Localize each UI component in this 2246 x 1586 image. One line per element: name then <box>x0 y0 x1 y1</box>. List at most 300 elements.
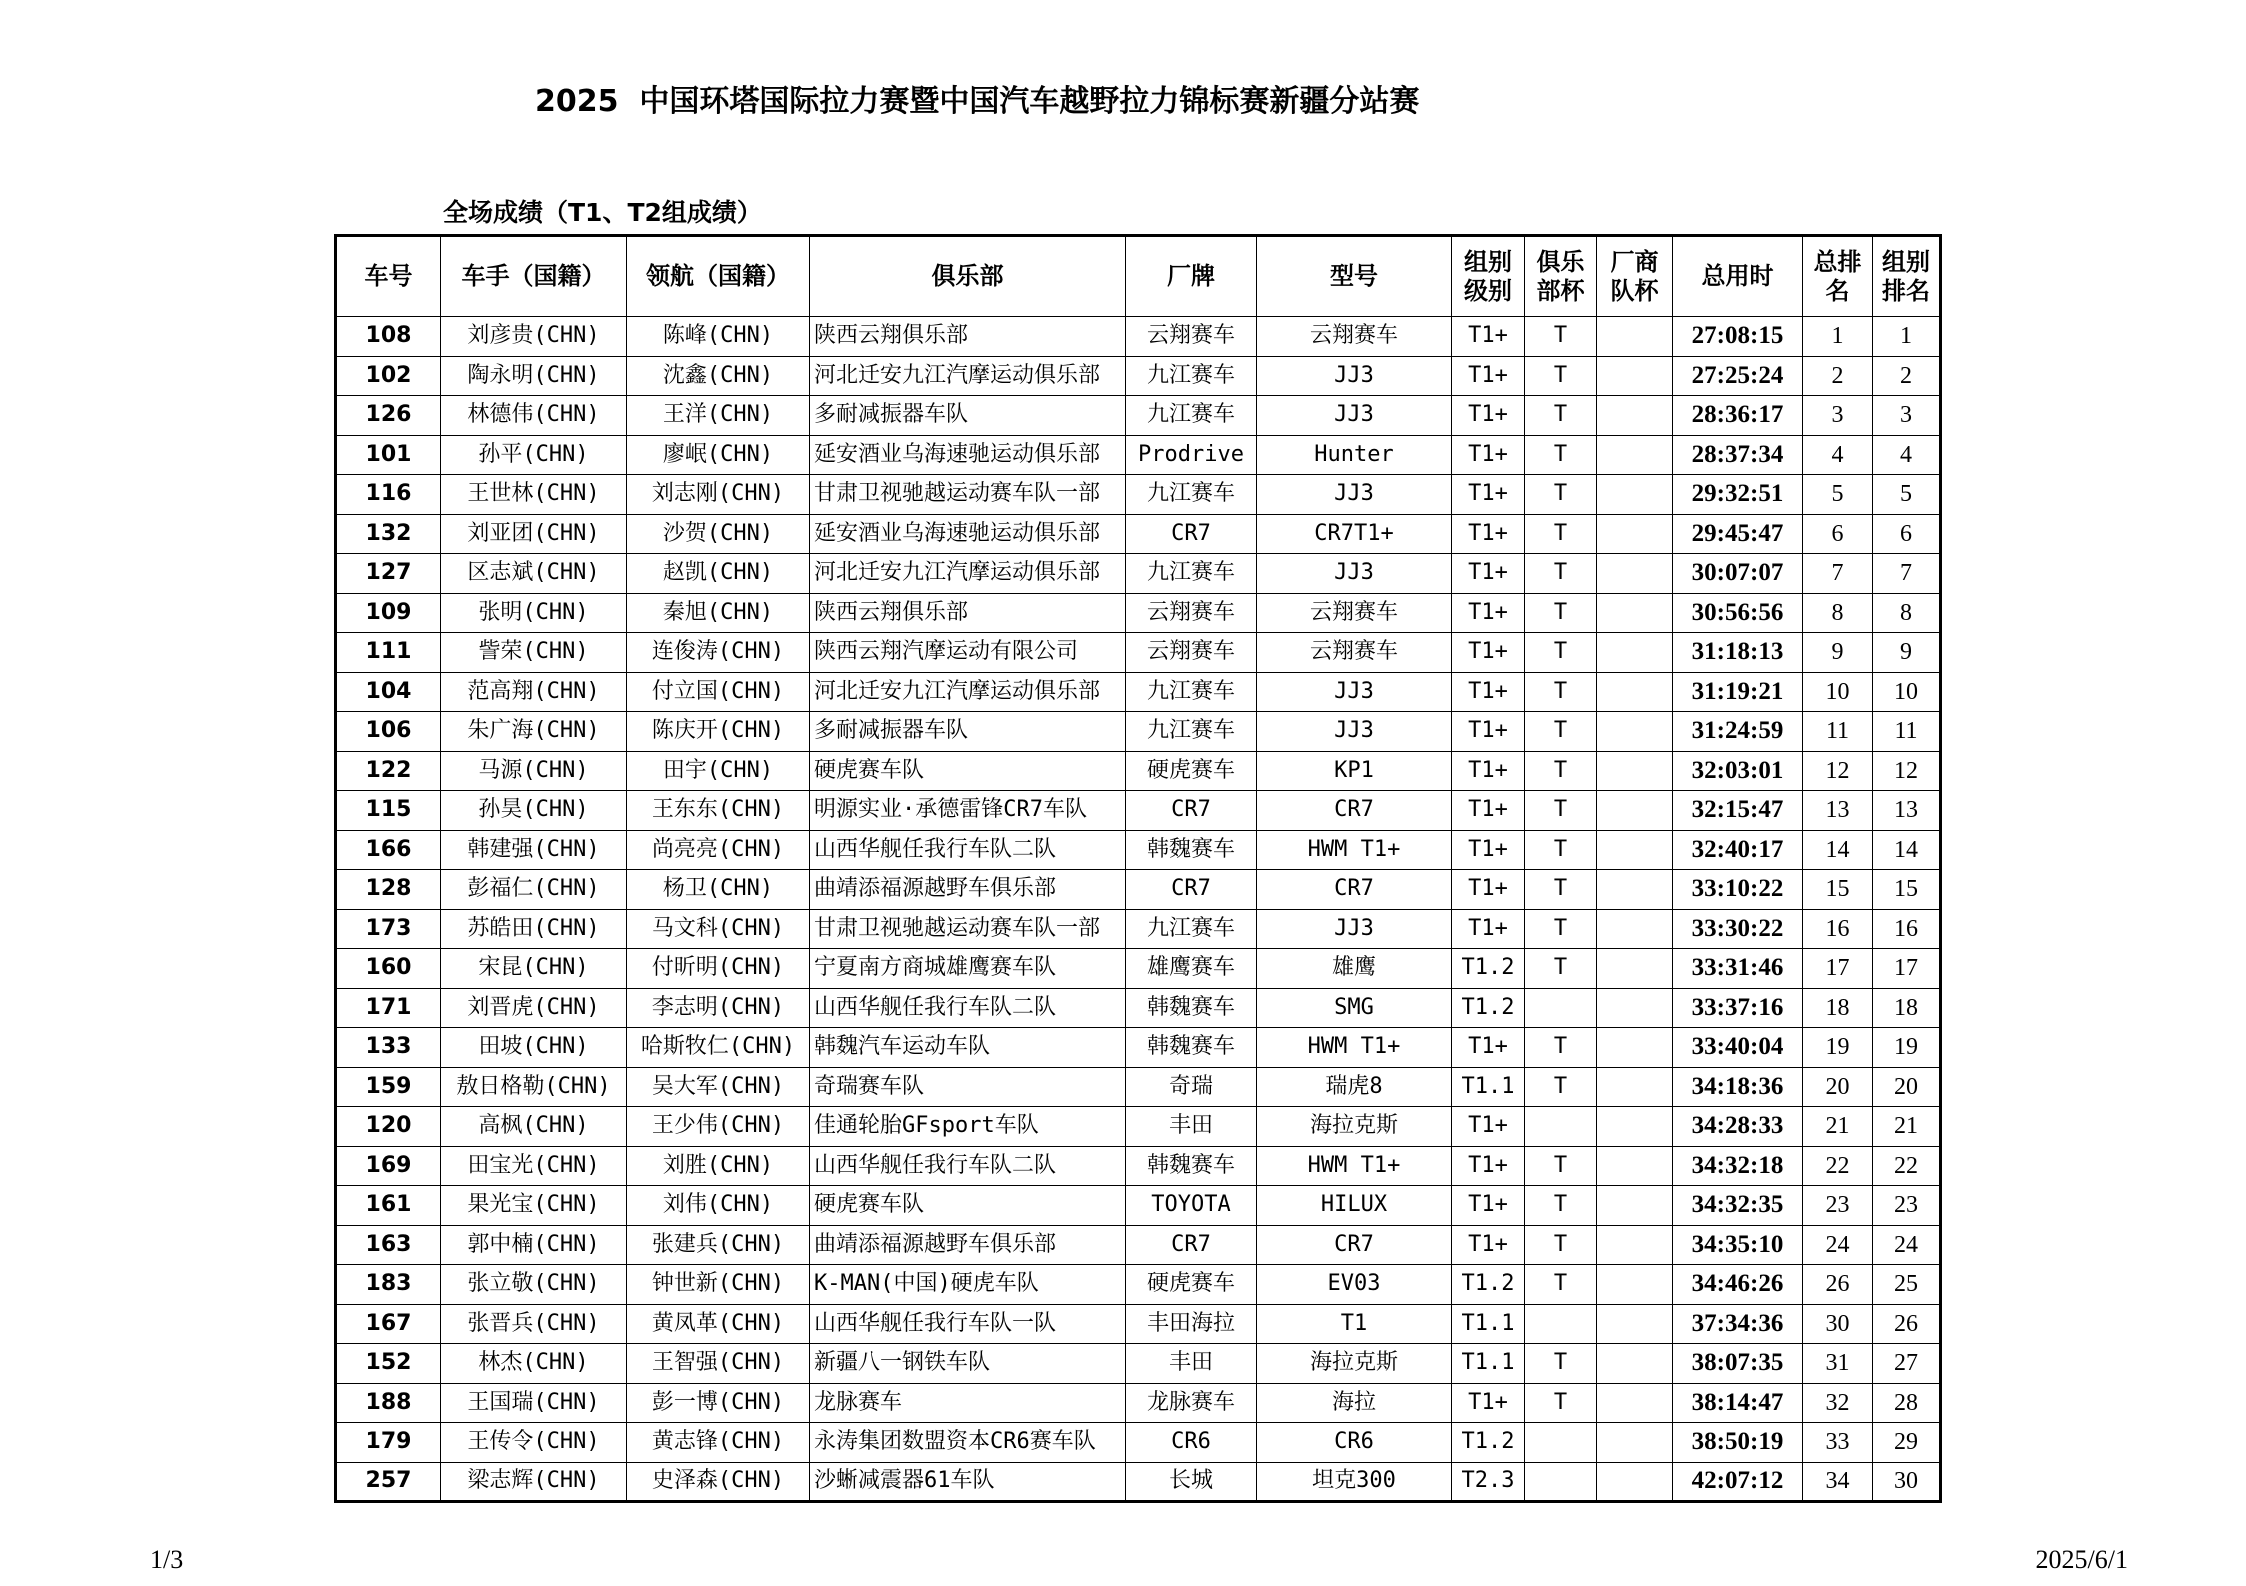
cell-model: JJ3 <box>1257 475 1452 515</box>
cell-model: CR7 <box>1257 870 1452 910</box>
cell-club-cup: T <box>1525 514 1597 554</box>
header-club: 俱乐部 <box>810 236 1126 317</box>
cell-class: T1+ <box>1452 870 1525 910</box>
document-title: 2025 中国环塔国际拉力赛暨中国汽车越野拉力锦标赛新疆分站赛 <box>535 84 1420 119</box>
cell-model: CR7 <box>1257 1225 1452 1265</box>
cell-total-time: 42:07:12 <box>1673 1462 1803 1502</box>
cell-club-cup: T <box>1525 1383 1597 1423</box>
cell-total-time: 28:36:17 <box>1673 396 1803 436</box>
cell-brand: 丰田 <box>1126 1344 1257 1384</box>
cell-club-cup: T <box>1525 1067 1597 1107</box>
cell-model: HWM T1+ <box>1257 1146 1452 1186</box>
cell-brand: 九江赛车 <box>1126 672 1257 712</box>
cell-manufacturer-cup <box>1597 1186 1673 1226</box>
cell-total-time: 33:10:22 <box>1673 870 1803 910</box>
cell-club-cup: T <box>1525 870 1597 910</box>
cell-class-rank: 14 <box>1873 830 1941 870</box>
cell-driver: 梁志辉(CHN) <box>441 1462 627 1502</box>
cell-overall-rank: 9 <box>1803 633 1873 673</box>
cell-driver: 朱广海(CHN) <box>441 712 627 752</box>
cell-club: 曲靖添福源越野车俱乐部 <box>810 870 1126 910</box>
cell-codriver: 沙贺(CHN) <box>627 514 810 554</box>
table-row <box>336 1146 1941 1186</box>
cell-overall-rank: 20 <box>1803 1067 1873 1107</box>
cell-total-time: 32:15:47 <box>1673 791 1803 831</box>
cell-codriver: 刘伟(CHN) <box>627 1186 810 1226</box>
cell-total-time: 34:28:33 <box>1673 1107 1803 1147</box>
cell-brand: 韩魏赛车 <box>1126 1028 1257 1068</box>
header-row <box>336 236 1941 317</box>
cell-club-cup: T <box>1525 1186 1597 1226</box>
cell-overall-rank: 7 <box>1803 554 1873 594</box>
cell-driver: 訾荣(CHN) <box>441 633 627 673</box>
cell-class: T1.1 <box>1452 1344 1525 1384</box>
cell-total-time: 33:37:16 <box>1673 988 1803 1028</box>
cell-driver: 孙平(CHN) <box>441 435 627 475</box>
cell-model: CR6 <box>1257 1423 1452 1463</box>
cell-codriver: 廖岷(CHN) <box>627 435 810 475</box>
cell-club-cup: T <box>1525 830 1597 870</box>
cell-car-no: 116 <box>336 475 441 515</box>
cell-class-rank: 16 <box>1873 909 1941 949</box>
cell-class-rank: 22 <box>1873 1146 1941 1186</box>
cell-class: T1+ <box>1452 712 1525 752</box>
cell-car-no: 122 <box>336 751 441 791</box>
cell-club: 延安酒业乌海速驰运动俱乐部 <box>810 514 1126 554</box>
cell-car-no: 111 <box>336 633 441 673</box>
cell-overall-rank: 3 <box>1803 396 1873 436</box>
document-subtitle: 全场成绩（T1、T2组成绩） <box>443 198 762 227</box>
cell-car-no: 160 <box>336 949 441 989</box>
cell-total-time: 31:18:13 <box>1673 633 1803 673</box>
cell-car-no: 152 <box>336 1344 441 1384</box>
cell-club: K-MAN(中国)硬虎车队 <box>810 1265 1126 1305</box>
header-class-rank: 组别 排名 <box>1873 236 1941 317</box>
cell-car-no: 120 <box>336 1107 441 1147</box>
cell-model: HWM T1+ <box>1257 1028 1452 1068</box>
cell-brand: 韩魏赛车 <box>1126 830 1257 870</box>
cell-club-cup: T <box>1525 633 1597 673</box>
cell-codriver: 钟世新(CHN) <box>627 1265 810 1305</box>
cell-driver: 彭福仁(CHN) <box>441 870 627 910</box>
cell-club-cup: T <box>1525 317 1597 357</box>
cell-codriver: 刘志刚(CHN) <box>627 475 810 515</box>
cell-driver: 果光宝(CHN) <box>441 1186 627 1226</box>
cell-club: 佳通轮胎GFsport车队 <box>810 1107 1126 1147</box>
table-row <box>336 593 1941 633</box>
cell-club: 陕西云翔汽摩运动有限公司 <box>810 633 1126 673</box>
cell-driver: 张晋兵(CHN) <box>441 1304 627 1344</box>
cell-total-time: 33:30:22 <box>1673 909 1803 949</box>
cell-class: T1+ <box>1452 396 1525 436</box>
cell-overall-rank: 10 <box>1803 672 1873 712</box>
cell-brand: TOYOTA <box>1126 1186 1257 1226</box>
cell-codriver: 陈峰(CHN) <box>627 317 810 357</box>
cell-class: T1+ <box>1452 1107 1525 1147</box>
cell-driver: 田宝光(CHN) <box>441 1146 627 1186</box>
cell-car-no: 115 <box>336 791 441 831</box>
cell-club-cup: T <box>1525 1146 1597 1186</box>
cell-club: 韩魏汽车运动车队 <box>810 1028 1126 1068</box>
cell-car-no: 161 <box>336 1186 441 1226</box>
cell-codriver: 陈庆开(CHN) <box>627 712 810 752</box>
cell-overall-rank: 18 <box>1803 988 1873 1028</box>
cell-manufacturer-cup <box>1597 1067 1673 1107</box>
cell-codriver: 李志明(CHN) <box>627 988 810 1028</box>
cell-manufacturer-cup <box>1597 1028 1673 1068</box>
cell-brand: 云翔赛车 <box>1126 593 1257 633</box>
cell-club-cup: T <box>1525 791 1597 831</box>
cell-overall-rank: 6 <box>1803 514 1873 554</box>
table-row <box>336 475 1941 515</box>
cell-model: KP1 <box>1257 751 1452 791</box>
cell-codriver: 刘胜(CHN) <box>627 1146 810 1186</box>
cell-class-rank: 2 <box>1873 356 1941 396</box>
cell-codriver: 王智强(CHN) <box>627 1344 810 1384</box>
cell-class-rank: 18 <box>1873 988 1941 1028</box>
cell-club: 明源实业·承德雷锋CR7车队 <box>810 791 1126 831</box>
cell-model: JJ3 <box>1257 554 1452 594</box>
cell-overall-rank: 15 <box>1803 870 1873 910</box>
cell-club-cup: T <box>1525 1225 1597 1265</box>
cell-codriver: 黄志锋(CHN) <box>627 1423 810 1463</box>
cell-class: T1+ <box>1452 830 1525 870</box>
cell-manufacturer-cup <box>1597 1265 1673 1305</box>
cell-class: T1+ <box>1452 435 1525 475</box>
cell-manufacturer-cup <box>1597 633 1673 673</box>
cell-club-cup: T <box>1525 396 1597 436</box>
cell-manufacturer-cup <box>1597 751 1673 791</box>
cell-class-rank: 27 <box>1873 1344 1941 1384</box>
cell-driver: 宋昆(CHN) <box>441 949 627 989</box>
cell-manufacturer-cup <box>1597 949 1673 989</box>
cell-driver: 刘晋虎(CHN) <box>441 988 627 1028</box>
cell-driver: 马源(CHN) <box>441 751 627 791</box>
cell-model: 云翔赛车 <box>1257 633 1452 673</box>
cell-class-rank: 28 <box>1873 1383 1941 1423</box>
cell-model: JJ3 <box>1257 712 1452 752</box>
cell-driver: 王传令(CHN) <box>441 1423 627 1463</box>
cell-club: 曲靖添福源越野车俱乐部 <box>810 1225 1126 1265</box>
cell-model: CR7 <box>1257 791 1452 831</box>
cell-overall-rank: 5 <box>1803 475 1873 515</box>
cell-club: 山西华舰任我行车队二队 <box>810 830 1126 870</box>
table-row <box>336 1067 1941 1107</box>
page-number: 1/3 <box>150 1545 184 1574</box>
table-row <box>336 1423 1941 1463</box>
cell-class: T1+ <box>1452 475 1525 515</box>
cell-club-cup: T <box>1525 949 1597 989</box>
cell-manufacturer-cup <box>1597 672 1673 712</box>
cell-overall-rank: 2 <box>1803 356 1873 396</box>
cell-total-time: 31:19:21 <box>1673 672 1803 712</box>
cell-brand: 硬虎赛车 <box>1126 751 1257 791</box>
cell-class-rank: 19 <box>1873 1028 1941 1068</box>
cell-class-rank: 7 <box>1873 554 1941 594</box>
cell-overall-rank: 16 <box>1803 909 1873 949</box>
cell-codriver: 王东东(CHN) <box>627 791 810 831</box>
table-row <box>336 949 1941 989</box>
cell-club-cup: T <box>1525 475 1597 515</box>
cell-codriver: 王洋(CHN) <box>627 396 810 436</box>
cell-club-cup <box>1525 988 1597 1028</box>
cell-manufacturer-cup <box>1597 396 1673 436</box>
cell-class-rank: 3 <box>1873 396 1941 436</box>
cell-brand: 九江赛车 <box>1126 909 1257 949</box>
cell-driver: 王国瑞(CHN) <box>441 1383 627 1423</box>
cell-class: T1.1 <box>1452 1304 1525 1344</box>
cell-brand: CR7 <box>1126 1225 1257 1265</box>
table-header <box>336 236 1941 317</box>
cell-codriver: 彭一博(CHN) <box>627 1383 810 1423</box>
cell-total-time: 34:32:35 <box>1673 1186 1803 1226</box>
cell-model: 坦克300 <box>1257 1462 1452 1502</box>
cell-club-cup: T <box>1525 712 1597 752</box>
cell-car-no: 102 <box>336 356 441 396</box>
cell-club: 陕西云翔俱乐部 <box>810 593 1126 633</box>
cell-driver: 王世林(CHN) <box>441 475 627 515</box>
cell-car-no: 106 <box>336 712 441 752</box>
print-date: 2025/6/1 <box>2035 1545 2128 1574</box>
cell-club: 龙脉赛车 <box>810 1383 1126 1423</box>
cell-brand: 九江赛车 <box>1126 356 1257 396</box>
table-row <box>336 1383 1941 1423</box>
cell-total-time: 33:31:46 <box>1673 949 1803 989</box>
cell-car-no: 171 <box>336 988 441 1028</box>
cell-overall-rank: 13 <box>1803 791 1873 831</box>
cell-brand: 九江赛车 <box>1126 554 1257 594</box>
cell-total-time: 27:08:15 <box>1673 317 1803 357</box>
cell-class: T1.2 <box>1452 1265 1525 1305</box>
cell-codriver: 黄凤革(CHN) <box>627 1304 810 1344</box>
cell-car-no: 169 <box>336 1146 441 1186</box>
cell-manufacturer-cup <box>1597 317 1673 357</box>
cell-overall-rank: 17 <box>1803 949 1873 989</box>
cell-brand: 长城 <box>1126 1462 1257 1502</box>
cell-car-no: 109 <box>336 593 441 633</box>
cell-brand: 丰田 <box>1126 1107 1257 1147</box>
cell-manufacturer-cup <box>1597 1225 1673 1265</box>
cell-driver: 刘亚团(CHN) <box>441 514 627 554</box>
cell-class: T1+ <box>1452 1146 1525 1186</box>
cell-brand: 雄鹰赛车 <box>1126 949 1257 989</box>
cell-model: JJ3 <box>1257 672 1452 712</box>
cell-class-rank: 10 <box>1873 672 1941 712</box>
cell-class-rank: 1 <box>1873 317 1941 357</box>
cell-brand: 九江赛车 <box>1126 396 1257 436</box>
cell-total-time: 30:07:07 <box>1673 554 1803 594</box>
header-car-no: 车号 <box>336 236 441 317</box>
cell-overall-rank: 31 <box>1803 1344 1873 1384</box>
cell-driver: 苏皓田(CHN) <box>441 909 627 949</box>
cell-total-time: 28:37:34 <box>1673 435 1803 475</box>
cell-club-cup: T <box>1525 1344 1597 1384</box>
cell-model: T1 <box>1257 1304 1452 1344</box>
cell-car-no: 257 <box>336 1462 441 1502</box>
cell-codriver: 赵凯(CHN) <box>627 554 810 594</box>
cell-class-rank: 8 <box>1873 593 1941 633</box>
cell-car-no: 126 <box>336 396 441 436</box>
cell-total-time: 30:56:56 <box>1673 593 1803 633</box>
cell-overall-rank: 34 <box>1803 1462 1873 1502</box>
cell-car-no: 173 <box>336 909 441 949</box>
cell-club: 硬虎赛车队 <box>810 1186 1126 1226</box>
header-codriver: 领航（国籍） <box>627 236 810 317</box>
header-class: 组别 级别 <box>1452 236 1525 317</box>
cell-driver: 田坡(CHN) <box>441 1028 627 1068</box>
cell-class: T1+ <box>1452 1383 1525 1423</box>
cell-overall-rank: 4 <box>1803 435 1873 475</box>
cell-class: T1.1 <box>1452 1067 1525 1107</box>
cell-model: 海拉克斯 <box>1257 1107 1452 1147</box>
cell-class: T1.2 <box>1452 949 1525 989</box>
cell-total-time: 32:03:01 <box>1673 751 1803 791</box>
table-row <box>336 633 1941 673</box>
table-row <box>336 514 1941 554</box>
cell-brand: 九江赛车 <box>1126 712 1257 752</box>
table-row <box>336 870 1941 910</box>
header-club-cup: 俱乐 部杯 <box>1525 236 1597 317</box>
table-row <box>336 751 1941 791</box>
cell-codriver: 尚亮亮(CHN) <box>627 830 810 870</box>
cell-total-time: 31:24:59 <box>1673 712 1803 752</box>
cell-codriver: 沈鑫(CHN) <box>627 356 810 396</box>
cell-brand: 云翔赛车 <box>1126 317 1257 357</box>
cell-club-cup <box>1525 1423 1597 1463</box>
table-row <box>336 791 1941 831</box>
cell-club: 沙蜥减震器61车队 <box>810 1462 1126 1502</box>
cell-car-no: 101 <box>336 435 441 475</box>
cell-club: 甘肃卫视驰越运动赛车队一部 <box>810 909 1126 949</box>
cell-total-time: 34:32:18 <box>1673 1146 1803 1186</box>
cell-brand: 奇瑞 <box>1126 1067 1257 1107</box>
cell-club: 宁夏南方商城雄鹰赛车队 <box>810 949 1126 989</box>
cell-brand: CR7 <box>1126 791 1257 831</box>
cell-class: T1+ <box>1452 791 1525 831</box>
cell-brand: 龙脉赛车 <box>1126 1383 1257 1423</box>
cell-manufacturer-cup <box>1597 1383 1673 1423</box>
table-row <box>336 317 1941 357</box>
header-driver: 车手（国籍） <box>441 236 627 317</box>
cell-car-no: 163 <box>336 1225 441 1265</box>
cell-overall-rank: 14 <box>1803 830 1873 870</box>
cell-total-time: 38:50:19 <box>1673 1423 1803 1463</box>
cell-manufacturer-cup <box>1597 1423 1673 1463</box>
cell-brand: CR7 <box>1126 514 1257 554</box>
cell-manufacturer-cup <box>1597 1107 1673 1147</box>
cell-driver: 范高翔(CHN) <box>441 672 627 712</box>
cell-class: T1+ <box>1452 554 1525 594</box>
cell-model: 云翔赛车 <box>1257 593 1452 633</box>
cell-club: 山西华舰任我行车队二队 <box>810 1146 1126 1186</box>
cell-manufacturer-cup <box>1597 593 1673 633</box>
cell-car-no: 179 <box>336 1423 441 1463</box>
cell-class-rank: 9 <box>1873 633 1941 673</box>
cell-brand: CR6 <box>1126 1423 1257 1463</box>
cell-club: 山西华舰任我行车队二队 <box>810 988 1126 1028</box>
cell-club-cup: T <box>1525 909 1597 949</box>
cell-club-cup: T <box>1525 1265 1597 1305</box>
cell-total-time: 38:07:35 <box>1673 1344 1803 1384</box>
cell-class-rank: 11 <box>1873 712 1941 752</box>
cell-manufacturer-cup <box>1597 909 1673 949</box>
cell-codriver: 田宇(CHN) <box>627 751 810 791</box>
cell-class-rank: 24 <box>1873 1225 1941 1265</box>
cell-codriver: 连俊涛(CHN) <box>627 633 810 673</box>
cell-car-no: 188 <box>336 1383 441 1423</box>
cell-class-rank: 15 <box>1873 870 1941 910</box>
cell-car-no: 167 <box>336 1304 441 1344</box>
cell-total-time: 34:18:36 <box>1673 1067 1803 1107</box>
cell-manufacturer-cup <box>1597 1344 1673 1384</box>
results-table <box>334 234 1942 1503</box>
table-row <box>336 396 1941 436</box>
cell-club: 多耐减振器车队 <box>810 712 1126 752</box>
table-row <box>336 909 1941 949</box>
cell-overall-rank: 22 <box>1803 1146 1873 1186</box>
cell-class: T1+ <box>1452 356 1525 396</box>
cell-class-rank: 26 <box>1873 1304 1941 1344</box>
cell-model: CR7T1+ <box>1257 514 1452 554</box>
cell-class-rank: 13 <box>1873 791 1941 831</box>
cell-club-cup <box>1525 1304 1597 1344</box>
cell-class: T1+ <box>1452 751 1525 791</box>
table-row <box>336 554 1941 594</box>
cell-brand: 硬虎赛车 <box>1126 1265 1257 1305</box>
cell-codriver: 马文科(CHN) <box>627 909 810 949</box>
table-row <box>336 1344 1941 1384</box>
cell-car-no: 159 <box>336 1067 441 1107</box>
cell-overall-rank: 32 <box>1803 1383 1873 1423</box>
cell-club-cup: T <box>1525 1028 1597 1068</box>
cell-model: 雄鹰 <box>1257 949 1452 989</box>
table-row <box>336 672 1941 712</box>
cell-codriver: 张建兵(CHN) <box>627 1225 810 1265</box>
cell-club: 延安酒业乌海速驰运动俱乐部 <box>810 435 1126 475</box>
cell-overall-rank: 33 <box>1803 1423 1873 1463</box>
cell-car-no: 108 <box>336 317 441 357</box>
cell-total-time: 29:32:51 <box>1673 475 1803 515</box>
cell-total-time: 27:25:24 <box>1673 356 1803 396</box>
cell-club: 新疆八一钢铁车队 <box>810 1344 1126 1384</box>
cell-brand: 韩魏赛车 <box>1126 1146 1257 1186</box>
cell-model: Hunter <box>1257 435 1452 475</box>
cell-brand: 云翔赛车 <box>1126 633 1257 673</box>
cell-club-cup: T <box>1525 751 1597 791</box>
cell-club: 河北迁安九江汽摩运动俱乐部 <box>810 356 1126 396</box>
cell-club-cup: T <box>1525 435 1597 475</box>
cell-driver: 区志斌(CHN) <box>441 554 627 594</box>
cell-car-no: 104 <box>336 672 441 712</box>
cell-manufacturer-cup <box>1597 791 1673 831</box>
cell-codriver: 杨卫(CHN) <box>627 870 810 910</box>
cell-class: T1+ <box>1452 1186 1525 1226</box>
cell-total-time: 37:34:36 <box>1673 1304 1803 1344</box>
cell-driver: 孙昊(CHN) <box>441 791 627 831</box>
cell-class-rank: 25 <box>1873 1265 1941 1305</box>
header-brand: 厂牌 <box>1126 236 1257 317</box>
cell-model: HILUX <box>1257 1186 1452 1226</box>
cell-brand: CR7 <box>1126 870 1257 910</box>
cell-codriver: 付立国(CHN) <box>627 672 810 712</box>
cell-class: T1+ <box>1452 672 1525 712</box>
cell-class: T1+ <box>1452 317 1525 357</box>
cell-brand: Prodrive <box>1126 435 1257 475</box>
cell-model: SMG <box>1257 988 1452 1028</box>
cell-total-time: 38:14:47 <box>1673 1383 1803 1423</box>
cell-car-no: 128 <box>336 870 441 910</box>
table-row <box>336 435 1941 475</box>
